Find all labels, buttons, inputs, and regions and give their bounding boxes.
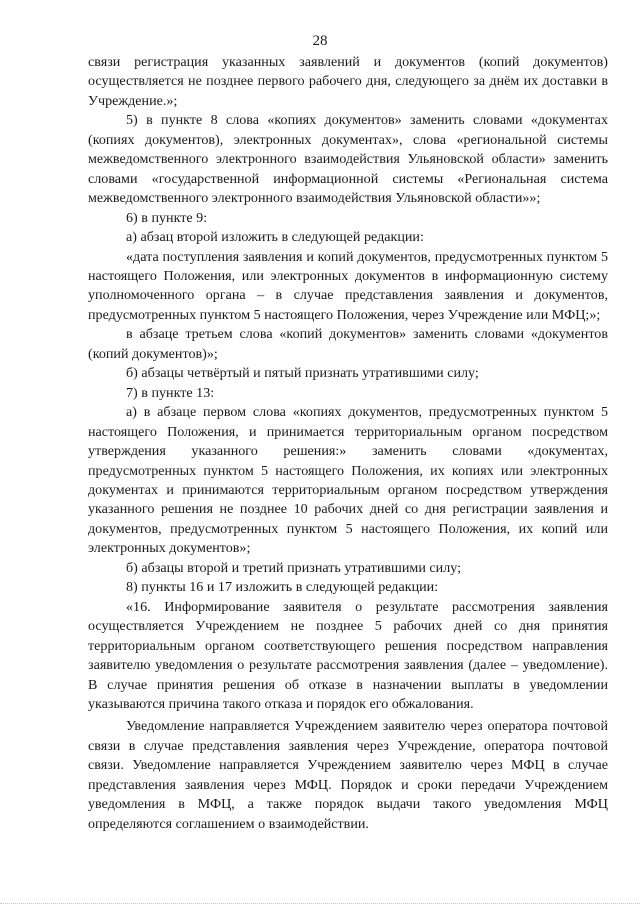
paragraph: 5) в пункте 8 слова «копиях документов» заменить словами «документах (копиях документов), электронных документах», слова «региональной системы межведомственного электронного взаимодействия Ульяновской области» заменить словами «государственной информационной системы «Региональная система межведомственного электронного взаимодействия Ульяновской области»»; bbox=[88, 112, 608, 207]
paragraph: 6) в пункте 9: bbox=[126, 209, 208, 226]
scan-edge-rule bbox=[0, 903, 640, 904]
paragraph: б) абзацы четвёртый и пятый признать утратившими силу; bbox=[126, 365, 479, 382]
paragraph: «дата поступления заявления и копий документов, предусмотренных пунктом 5 настоящего Положения, или электронных документов в информационную систему уполномоченного органа – в случае представления заявления и документов, предусмотренных пунктом 5 настоящего Положения, через Учреждение или МФЦ;»; bbox=[88, 248, 608, 323]
paragraph: а) абзац второй изложить в следующей редакции: bbox=[126, 229, 424, 246]
paragraph: б) абзацы второй и третий признать утратившими силу; bbox=[126, 559, 462, 576]
paragraph: Уведомление направляется Учреждением заявителю через оператора почтовой связи в случае представления заявления через Учреждение, оператора почтовой связи. Уведомление направляется Учреждением заявителю через МФЦ в случае представления заявления через МФЦ. Порядок и сроки передачи Учреждением уведомления в МФЦ, а также порядок выдачи такого уведомления МФЦ определяются соглашением о взаимодействии. bbox=[88, 718, 608, 832]
paragraph: в абзаце третьем слова «копий документов» заменить словами «документов (копий документов)»; bbox=[88, 326, 608, 362]
paragraph: а) в абзаце первом слова «копиях документов, предусмотренных пунктом 5 настоящего Положения, и принимается территориальным органом посредством утверждения указанного решения:» заменить словами «документах, предусмотренных пунктом 5 настоящего Положения, их копиях или электронных документах и принимаются территориальным органом посредством утверждения указанного решения не позднее 10 рабочих дней со дня регистрации заявления и документов, предусмотренных пунктом 5 настоящего Положения, их копий или электронных документов»; bbox=[88, 404, 608, 557]
paragraph: 7) в пункте 13: bbox=[126, 384, 215, 401]
paragraph: связи регистрация указанных заявлений и документов (копий документов) осуществляется не позднее первого рабочего дня, следующего за днём их доставки в Учреждение.»; bbox=[88, 54, 608, 109]
page-number: 28 bbox=[312, 33, 328, 49]
document-body bbox=[88, 53, 608, 834]
paragraph: «16. Информирование заявителя о результате рассмотрения заявления осуществляется Учреждением не позднее 5 рабочих дней со дня принятия территориальным органом соответствующего решения посредством направления заявителю уведомления о результате рассмотрения заявления (далее – уведомление). В случае принятия решения об отказе в назначении выплаты в уведомлении указываются причина такого отказа и порядок его обжалования. bbox=[88, 598, 608, 712]
paragraph: 8) пункты 16 и 17 изложить в следующей редакции: bbox=[126, 579, 439, 596]
